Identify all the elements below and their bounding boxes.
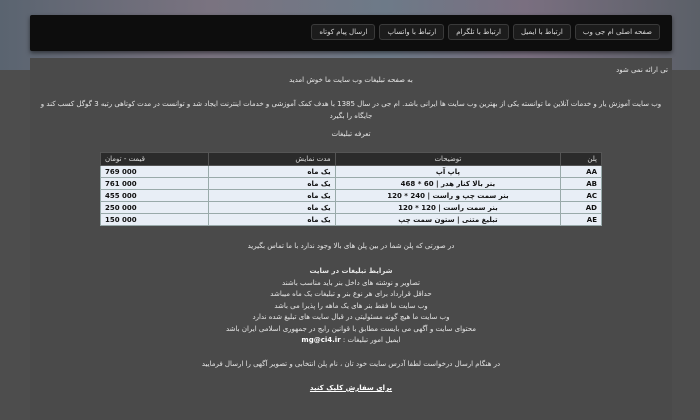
cell-plan: AC [561,190,602,202]
table-row [101,202,602,214]
header-plan: پلن [561,153,602,166]
nav-whatsapp-button[interactable]: ارتباط با واتساپ [379,24,444,40]
header-desc: توضیحات [335,153,561,166]
conditions-title: شرایط تبلیغات در سایت [309,267,393,275]
cell-plan: AB [561,178,602,190]
nav-telegram-button[interactable]: ارتباط با تلگرام [448,24,509,40]
cell-price: 250 000 [101,202,209,214]
cell-desc: پاپ آپ [335,166,561,178]
table-row [101,214,602,226]
tariff-title: تعرفه تبلیغات [331,130,371,138]
cell-price: 761 000 [101,178,209,190]
contact-note: در صورتی که پلن شما در بین پلن های بالا وجود ندارد با ما تماس بگیرید [247,242,455,250]
email-label: ایمیل امور تبلیغات : [340,336,401,344]
nav-items [311,24,660,40]
table-row [101,178,602,190]
table-header-row [101,153,602,166]
email-link[interactable]: mg@ci4.ir [301,336,341,344]
send-note: در هنگام ارسال درخواست لطفا آدرس سایت خود تان ، نام پلن انتخابی و تصویر آگهی را ارسال فرمایید [201,360,501,368]
condition-line: محتوای سایت و آگهی می بایست مطابق با قوانین رایج در جمهوری اسلامی ایران باشد [225,324,477,333]
cell-price: 150 000 [101,214,209,226]
header-duration: مدت نمایش [209,153,335,166]
conditions-block [30,266,672,347]
cell-price: 455 000 [101,190,209,202]
cell-plan: AD [561,202,602,214]
nav-home-button[interactable]: صفحه اصلی ام جی وب [575,24,660,40]
description-text: وب سایت آموزش یار و خدمات آنلاین ما توانسته یکی از بهترین وب سایت ها ایرانی باشد. ام جی در سال 1385 با هدف کمک آموزشی و خدمات اینترنت ایجاد شد و توانست در مدت کوتاهی رتبه 3 گوگل کسب کند و جایگاه را بگیرد [40,100,662,120]
nav-email-button[interactable]: ارتباط با ایمیل [513,24,571,40]
intro-heading: تی ارائه نمی شود [616,66,668,74]
cell-plan: AA [561,166,602,178]
cell-desc: بنر بالا کنار هدر | 60 * 468 [335,178,561,190]
tariff-table [100,152,602,226]
order-link-row [30,384,672,392]
table-row [101,166,602,178]
order-link[interactable]: برای سفارش کلیک کنید [309,384,393,392]
content-area [30,58,672,420]
condition-line: حداقل قرارداد برای هر نوع بنر و تبلیغات یک ماه میباشد [270,290,432,298]
nav-sms-button[interactable]: ارسال پیام کوتاه [311,24,375,40]
nav-bar [30,15,672,51]
welcome-text: به صفحه تبلیغات وب سایت ما خوش امدید [289,76,413,84]
cell-price: 769 000 [101,166,209,178]
cell-duration: یک ماه [209,178,335,190]
cell-plan: AE [561,214,602,226]
cell-desc: تبلیغ متنی | ستون سمت چپ [335,214,561,226]
cell-duration: یک ماه [209,190,335,202]
header-price: قیمت - تومان [101,153,209,166]
table-row [101,190,602,202]
cell-duration: یک ماه [209,202,335,214]
condition-line: وب سایت ما فقط بنر های یک ماهه را پذیرا می باشد [274,301,428,310]
cell-desc: بنر سمت راست | 120 * 120 [335,202,561,214]
email-line [30,335,672,347]
condition-line: وب سایت ما هیچ گونه مسئولیتی در قبال سایت های تبلیغ شده ندارد [252,313,450,321]
cell-duration: یک ماه [209,214,335,226]
condition-line: تصاویر و نوشته های داخل بنر باید مناسب باشند [282,278,420,287]
cell-desc: بنر سمت چپ و راست | 240 * 120 [335,190,561,202]
cell-duration: یک ماه [209,166,335,178]
